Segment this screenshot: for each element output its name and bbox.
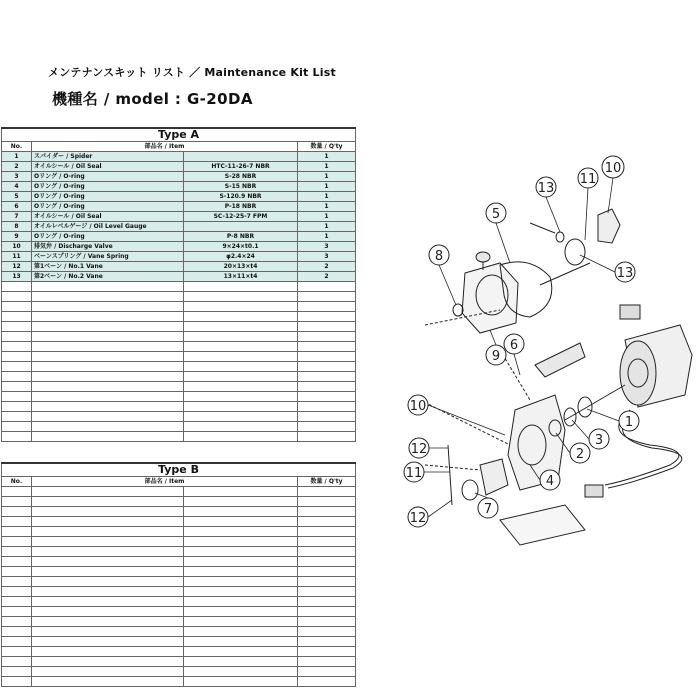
empty-cell [2,302,32,312]
empty-cell [184,577,298,587]
empty-cell [184,587,298,597]
empty-cell [184,497,298,507]
empty-cell [2,557,32,567]
empty-cell [32,627,184,637]
row-spec: 20×13×t4 [184,262,298,272]
empty-cell [298,507,356,517]
empty-cell [32,352,184,362]
empty-cell [184,567,298,577]
row-no: 1 [2,152,32,162]
row-qty: 1 [298,222,356,232]
table-row-empty [2,517,356,527]
empty-cell [32,402,184,412]
empty-cell [298,527,356,537]
empty-cell [298,432,356,442]
table-row-empty [2,567,356,577]
empty-cell [2,657,32,667]
empty-cell [298,312,356,322]
row-qty: 1 [298,192,356,202]
empty-cell [32,677,184,687]
empty-cell [32,332,184,342]
empty-cell [298,617,356,627]
table-row [2,272,356,282]
callout-label: 2 [575,447,585,462]
row-qty: 1 [298,172,356,182]
empty-cell [2,487,32,497]
empty-cell [184,557,298,567]
empty-cell [184,362,298,372]
empty-cell [298,587,356,597]
empty-cell [298,292,356,302]
empty-cell [184,487,298,497]
callout-label: 4 [545,474,555,489]
table-row-empty [2,557,356,567]
empty-cell [298,657,356,667]
callout-label: 3 [594,433,604,448]
type-a-table [1,127,356,442]
empty-cell [298,667,356,677]
row-spec: P-18 NBR [184,202,298,212]
empty-cell [32,547,184,557]
empty-cell [32,517,184,527]
empty-cell [32,372,184,382]
row-spec [184,222,298,232]
empty-cell [298,282,356,292]
col-item-header: 部品名 / Item [32,142,298,152]
empty-cell [32,587,184,597]
empty-cell [298,607,356,617]
exploded-parts-diagram [380,145,698,550]
row-spec: 9×24×t0.1 [184,242,298,252]
empty-cell [298,332,356,342]
table-row-empty [2,382,356,392]
empty-cell [32,392,184,402]
empty-cell [32,342,184,352]
callout-label: 11 [579,172,597,187]
empty-cell [298,677,356,687]
empty-cell [32,382,184,392]
row-qty: 3 [298,242,356,252]
empty-cell [184,677,298,687]
row-item: Oリング / O-ring [32,232,184,242]
table-row-empty [2,657,356,667]
callout-label: 13 [537,181,555,196]
empty-cell [184,372,298,382]
table-row [2,222,356,232]
empty-cell [2,332,32,342]
table-row-empty [2,312,356,322]
row-item: Oリング / O-ring [32,202,184,212]
empty-cell [298,487,356,497]
empty-cell [32,487,184,497]
row-no: 10 [2,242,32,252]
empty-cell [2,527,32,537]
empty-cell [32,607,184,617]
table-row-empty [2,647,356,657]
carry-handle [535,343,585,377]
switch-box [620,305,640,319]
table-row-empty [2,402,356,412]
table-row-empty [2,282,356,292]
row-item: 第2ベーン / No.2 Vane [32,272,184,282]
model-title: 機種名 / model : G-20DA [52,90,253,108]
row-item: Oリング / O-ring [32,192,184,202]
empty-cell [298,352,356,362]
empty-cell [184,607,298,617]
row-qty: 1 [298,162,356,172]
callout-label: 13 [616,266,634,281]
table-row-empty [2,507,356,517]
empty-cell [298,382,356,392]
table-row [2,232,356,242]
row-item: Oリング / O-ring [32,182,184,192]
empty-cell [32,657,184,667]
empty-cell [2,627,32,637]
empty-cell [184,412,298,422]
row-item: オイルシール / Oil Seal [32,212,184,222]
table-row-empty [2,342,356,352]
empty-cell [298,402,356,412]
empty-cell [32,282,184,292]
empty-cell [2,282,32,292]
row-spec: SC-12-25-7 FPM [184,212,298,222]
table-row-empty [2,597,356,607]
empty-cell [184,352,298,362]
empty-cell [298,567,356,577]
empty-cell [298,537,356,547]
table-row-empty [2,412,356,422]
table-row-empty [2,322,356,332]
empty-cell [298,577,356,587]
table-row-empty [2,677,356,687]
empty-cell [184,312,298,322]
table-row-empty [2,577,356,587]
empty-cell [2,372,32,382]
row-no: 6 [2,202,32,212]
table-row-empty [2,637,356,647]
empty-cell [32,507,184,517]
empty-cell [184,547,298,557]
empty-cell [184,402,298,412]
empty-cell [32,362,184,372]
empty-cell [184,322,298,332]
empty-cell [32,557,184,567]
empty-cell [298,497,356,507]
table-row [2,252,356,262]
empty-cell [32,577,184,587]
type-b-title: Type B [2,463,356,477]
empty-cell [2,312,32,322]
type-b-table [1,462,356,687]
empty-cell [184,332,298,342]
table-row-empty [2,487,356,497]
row-item: オイルレベルゲージ / Oil Level Gauge [32,222,184,232]
row-no: 3 [2,172,32,182]
empty-cell [32,412,184,422]
row-qty: 1 [298,152,356,162]
empty-cell [32,312,184,322]
table-row-empty [2,607,356,617]
row-no: 12 [2,262,32,272]
row-item: Oリング / O-ring [32,172,184,182]
callout-label: 5 [491,207,501,222]
foot-block [585,485,603,497]
empty-cell [298,372,356,382]
col-qty-header: 数量 / Q'ty [298,477,356,487]
table-row-empty [2,292,356,302]
empty-cell [2,667,32,677]
callout-label: 1 [624,415,634,430]
row-qty: 1 [298,212,356,222]
row-spec: φ2.4×24 [184,252,298,262]
row-qty: 1 [298,202,356,212]
table-row-empty [2,537,356,547]
row-no: 5 [2,192,32,202]
empty-cell [2,382,32,392]
callout-label: 11 [405,466,423,481]
table-row-empty [2,497,356,507]
rotor-lower [480,459,508,495]
o-ring-13 [565,239,585,265]
empty-cell [184,517,298,527]
table-row-empty [2,302,356,312]
empty-cell [32,537,184,547]
row-no: 8 [2,222,32,232]
oil-level-gauge [453,304,463,316]
vane-spring [448,445,452,505]
table-row-empty [2,362,356,372]
table-row [2,212,356,222]
empty-cell [2,322,32,332]
power-cord [605,410,679,485]
empty-cell [184,392,298,402]
row-no: 2 [2,162,32,172]
empty-cell [2,517,32,527]
table-row-empty [2,587,356,597]
table-row-empty [2,392,356,402]
row-qty: 3 [298,252,356,262]
empty-cell [2,577,32,587]
row-no: 4 [2,182,32,192]
col-qty-header: 数量 / Q'ty [298,142,356,152]
table-row-empty [2,332,356,342]
empty-cell [32,322,184,332]
empty-cell [2,342,32,352]
empty-cell [32,617,184,627]
empty-cell [184,527,298,537]
row-no: 13 [2,272,32,282]
table-row [2,172,356,182]
table-row [2,152,356,162]
empty-cell [32,667,184,677]
row-no: 11 [2,252,32,262]
empty-cell [298,557,356,567]
empty-cell [298,637,356,647]
row-spec: P-8 NBR [184,232,298,242]
table-row-empty [2,432,356,442]
empty-cell [32,497,184,507]
row-spec: S-15 NBR [184,182,298,192]
row-qty: 1 [298,232,356,242]
empty-cell [2,392,32,402]
callout-label: 10 [604,161,622,176]
empty-cell [298,422,356,432]
callout-label: 6 [509,338,519,353]
table-row-empty [2,627,356,637]
empty-cell [2,597,32,607]
empty-cell [2,537,32,547]
empty-cell [2,432,32,442]
empty-cell [298,647,356,657]
table-row [2,242,356,252]
empty-cell [2,637,32,647]
empty-cell [184,667,298,677]
row-spec: HTC-11-26-7 NBR [184,162,298,172]
row-item: スパイダー / Spider [32,152,184,162]
spider-coupling [578,397,592,417]
empty-cell [184,342,298,352]
motor-face [620,341,656,405]
table-row [2,262,356,272]
empty-cell [184,537,298,547]
table-row-empty [2,372,356,382]
empty-cell [184,292,298,302]
base-plate [500,505,585,545]
table-row-empty [2,352,356,362]
empty-cell [2,617,32,627]
row-item: オイルシール / Oil Seal [32,162,184,172]
callout-label: 12 [410,442,428,457]
row-spec: S-28 NBR [184,172,298,182]
callout-label: 10 [409,399,427,414]
table-row [2,162,356,172]
table-row-empty [2,527,356,537]
table-row [2,192,356,202]
empty-cell [2,547,32,557]
empty-cell [2,587,32,597]
empty-cell [2,507,32,517]
row-qty: 1 [298,182,356,192]
col-item-header: 部品名 / Item [32,477,298,487]
empty-cell [2,677,32,687]
empty-cell [32,527,184,537]
empty-cell [298,362,356,372]
empty-cell [298,342,356,352]
list-title: メンテナンスキット リスト ／ Maintenance Kit List [48,66,336,79]
empty-cell [2,402,32,412]
row-qty: 2 [298,272,356,282]
empty-cell [184,617,298,627]
empty-cell [2,647,32,657]
row-spec: S-120.9 NBR [184,192,298,202]
empty-cell [184,422,298,432]
callout-label: 9 [491,349,501,364]
empty-cell [32,432,184,442]
callout-label: 7 [483,502,493,517]
empty-cell [184,647,298,657]
table-row-empty [2,422,356,432]
empty-cell [2,422,32,432]
row-spec [184,152,298,162]
empty-cell [298,547,356,557]
empty-cell [184,432,298,442]
empty-cell [32,422,184,432]
rotor-flange-upper [598,209,620,243]
empty-cell [184,507,298,517]
type-a-title: Type A [2,128,356,142]
pump-head-upper [462,263,518,333]
table-row [2,182,356,192]
empty-cell [298,627,356,637]
empty-cell [184,597,298,607]
empty-cell [32,637,184,647]
row-no: 7 [2,212,32,222]
row-item: 第1ベーン / No.1 Vane [32,262,184,272]
empty-cell [298,322,356,332]
empty-cell [32,647,184,657]
empty-cell [184,282,298,292]
empty-cell [298,412,356,422]
empty-cell [2,497,32,507]
empty-cell [298,392,356,402]
row-spec: 13×11×t4 [184,272,298,282]
table-row-empty [2,617,356,627]
row-item: 排気弁 / Discharge Valve [32,242,184,252]
empty-cell [298,597,356,607]
empty-cell [184,637,298,647]
row-qty: 2 [298,262,356,272]
callout-label: 8 [434,249,444,264]
empty-cell [2,607,32,617]
oil-filler-cap [476,252,490,262]
col-no-header: No. [2,477,32,487]
empty-cell [2,352,32,362]
empty-cell [298,517,356,527]
empty-cell [184,657,298,667]
empty-cell [2,362,32,372]
empty-cell [184,627,298,637]
empty-cell [298,302,356,312]
empty-cell [184,302,298,312]
empty-cell [184,382,298,392]
empty-cell [32,292,184,302]
callout-label: 12 [409,511,427,526]
empty-cell [2,292,32,302]
empty-cell [32,597,184,607]
vane-part [462,480,478,500]
empty-cell [32,567,184,577]
row-item: ベーンスプリング / Vane Spring [32,252,184,262]
table-row [2,202,356,212]
empty-cell [2,412,32,422]
table-row-empty [2,547,356,557]
empty-cell [2,567,32,577]
row-no: 9 [2,232,32,242]
col-no-header: No. [2,142,32,152]
table-row-empty [2,667,356,677]
empty-cell [32,302,184,312]
